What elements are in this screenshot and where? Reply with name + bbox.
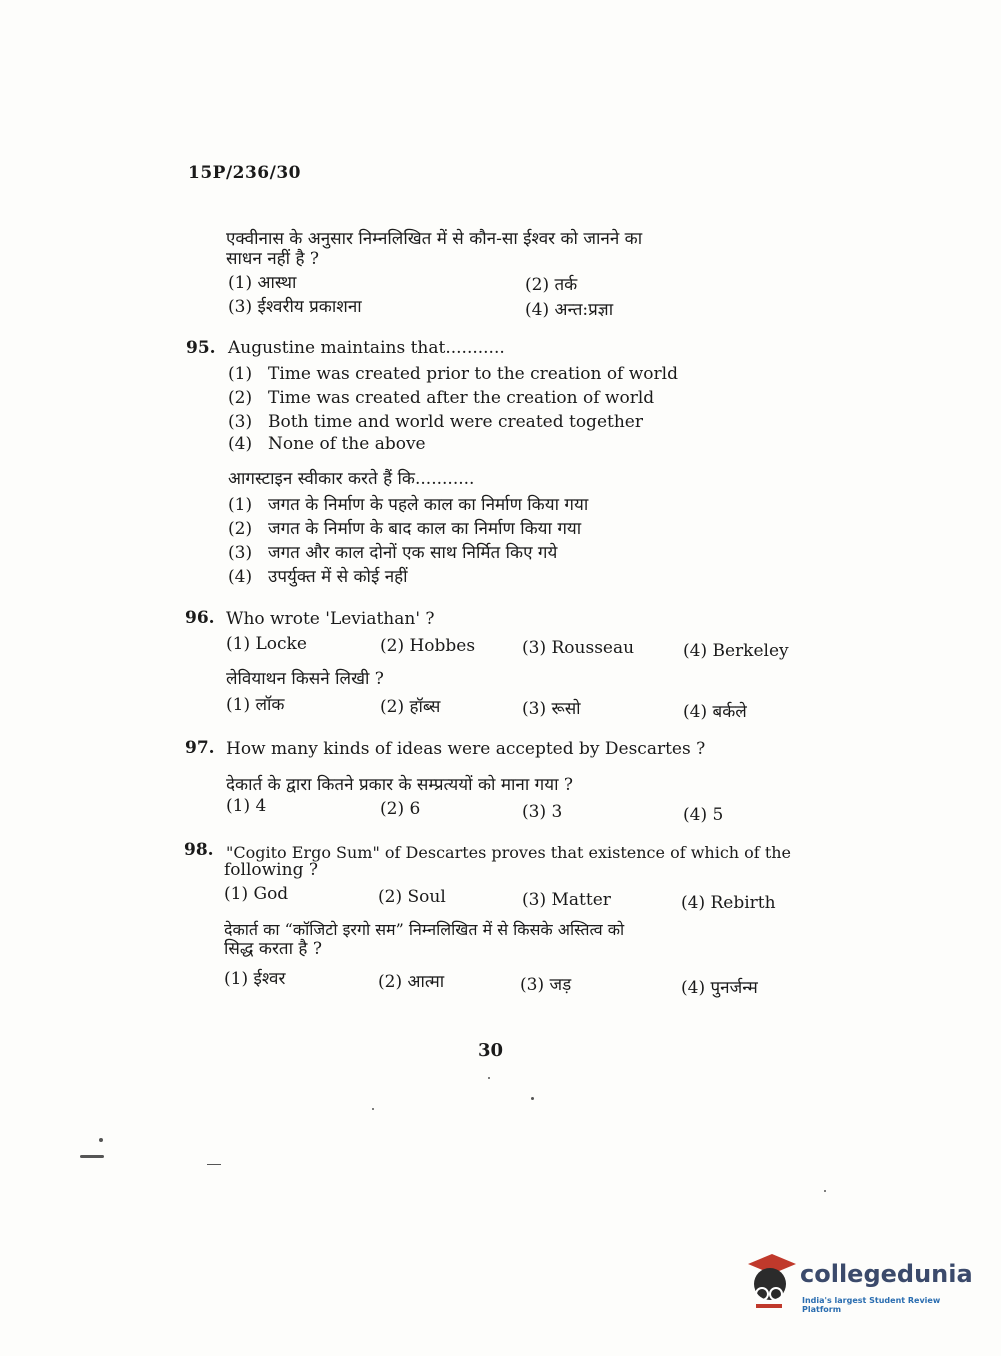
q98-option-en-2: (2) Soul [378,887,446,907]
scan-speck [99,1138,103,1142]
paper-code: 15P/236/30 [188,163,302,183]
q96-option-en-2: (2) Hobbes [380,636,476,656]
q98-option-hi-3: (3) जड़ [520,975,572,995]
q98-question-en-line2: following ? [224,860,318,880]
q94-option-1: (1) आस्था [228,273,297,293]
scan-speck [531,1097,534,1100]
collegedunia-logo [742,1250,972,1314]
q96-number: 96. [185,608,215,628]
q97-question-en: How many kinds of ideas were accepted by Descartes ? [226,739,706,759]
q97-option-4: (4) 5 [683,805,724,825]
q95-option-hi-3: (3) जगत और काल दोनों एक साथ निर्मित किए गये [228,543,558,563]
q94-option-3: (3) ईश्वरीय प्रकाशना [228,297,362,317]
scan-mark [80,1155,104,1158]
q96-question-hi: लेवियाथन किसने लिखी ? [226,669,384,689]
q95-option-en-3: (3) Both time and world were created together [228,412,643,432]
scan-speck [488,1077,490,1079]
q97-option-1: (1) 4 [226,796,267,816]
q94-question-hi-line1: एक्वीनास के अनुसार निम्नलिखित में से कौन-सा ईश्वर को जानने का [226,229,643,249]
q95-option-en-2: (2) Time was created after the creation of world [228,388,655,408]
scan-mark [207,1164,221,1165]
q94-question-hi-line2: साधन नहीं है ? [226,249,320,269]
q98-option-en-3: (3) Matter [522,890,611,910]
q96-option-hi-3: (3) रूसो [522,699,581,719]
q95-number: 95. [186,338,216,358]
q97-number: 97. [185,738,215,758]
q98-option-en-4: (4) Rebirth [681,893,776,913]
scan-speck [824,1190,826,1192]
q97-option-3: (3) 3 [522,802,563,822]
q96-option-en-4: (4) Berkeley [683,641,789,661]
q98-option-en-1: (1) God [224,884,289,904]
q98-option-hi-4: (4) पुनर्जन्म [681,978,758,998]
q94-option-2: (2) तर्क [525,275,578,295]
q98-question-hi-line1: देकार्त का “कॉजिटो इरगो सम” निम्नलिखित में से किसके अस्तित्व को [224,920,625,939]
q98-question-en-line1: "Cogito Ergo Sum" of Descartes proves that existence of which of the [226,843,792,862]
q98-question-hi-line2: सिद्ध करता है ? [224,939,322,959]
brand-name: collegedunia [800,1260,973,1288]
q96-option-hi-2: (2) हॉब्स [380,697,441,717]
q96-option-hi-1: (1) लॉक [226,695,285,715]
q95-option-en-4: (4) None of the above [228,434,426,454]
q95-question-en: Augustine maintains that........... [228,338,505,358]
q98-option-hi-2: (2) आत्मा [378,972,445,992]
q95-option-hi-1: (1) जगत के निर्माण के पहले काल का निर्माण किया गया [228,495,589,515]
page-number: 30 [478,1040,504,1061]
q96-question-en: Who wrote 'Leviathan' ? [226,609,435,629]
q95-question-hi: आगस्टाइन स्वीकार करते हैं कि........... [228,469,475,489]
q98-option-hi-1: (1) ईश्वर [224,969,286,989]
brand-tagline: India's largest Student Review Platform [802,1296,941,1314]
q98-number: 98. [184,840,214,860]
q95-option-hi-2: (2) जगत के निर्माण के बाद काल का निर्माण किया गया [228,519,582,539]
q97-question-hi: देकार्त के द्वारा कितने प्रकार के सम्प्रत्ययों को माना गया ? [226,775,573,795]
mascot-icon [742,1250,798,1310]
q95-option-hi-4: (4) उपर्युक्त में से कोई नहीं [228,567,408,587]
scan-speck [372,1108,374,1110]
q96-option-en-3: (3) Rousseau [522,638,635,658]
q96-option-hi-4: (4) बर्कले [683,702,747,722]
q94-option-4: (4) अन्त:प्रज्ञा [525,300,614,320]
q95-option-en-1: (1) Time was created prior to the creation of world [228,364,678,384]
q97-option-2: (2) 6 [380,799,421,819]
q96-option-en-1: (1) Locke [226,634,307,654]
